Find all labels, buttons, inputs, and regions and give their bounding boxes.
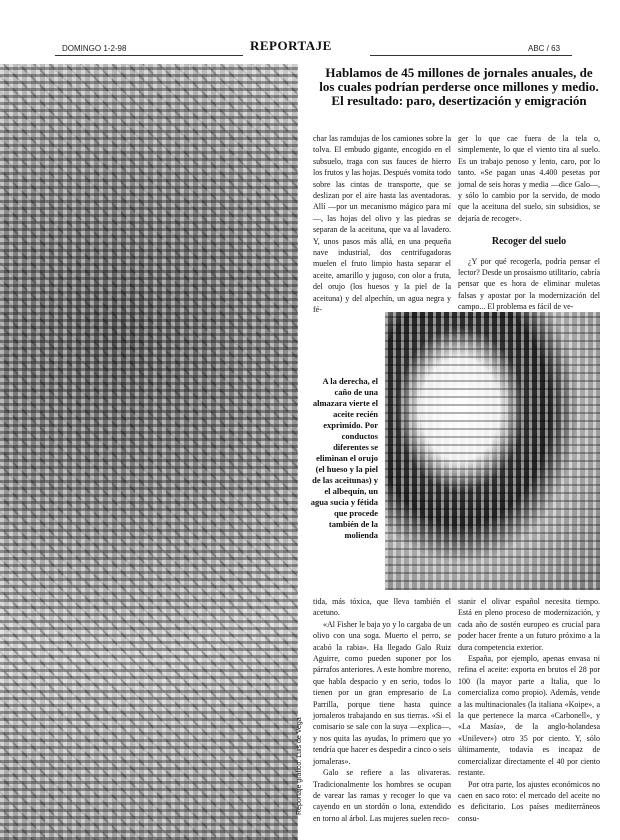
paragraph: Galo se refiere a las olivareras. Tradicionalmente los hombres se ocupan de varear las ramas y recoger lo que va cayendo en un stordón o lona, extendido en torno al árbol. Las mujeres suelen reco- (313, 768, 451, 823)
page-number: ABC / 63 (528, 44, 561, 53)
paragraph: Por otra parte, los ajustes económicos no caen en saco roto: el mercado del aceite no es deficitario. Los países mediterráneos consu- (458, 779, 600, 823)
article-column-2 (458, 133, 600, 313)
article-column-3 (313, 596, 451, 824)
section-title: REPORTAJE (250, 38, 332, 53)
paragraph: stanir el olivar español necesita tiempo. Está en pleno proceso de modernización, y cada año de sostén europeo es crucial para poder hacer frente a un futuro próximo a la dura competencia exterior. (458, 597, 600, 652)
issue-date: DOMINGO 1-2-98 (62, 44, 127, 53)
paragraph: ger lo que cae fuera de la tela o, simplemente, lo que el viento tira al suelo. Es un trabajo penoso y lento, caro, por lo tanto. «Se pagan unas 4.400 pesetas por jornal de seis horas y media —dice Galo—, y sólo lo cambio por la servido, de modo que la aceituna del suelo, sin subsidios, se dejaría de recoger». (458, 134, 600, 223)
photo-caption: A la derecha, el caño de una almazara vierte el aceite recién exprimido. Por conductos diferentes se eliminan el orujo (el hueso y la piel de las aceitunas) y el albequín, un agua sucia y fétida que procede también de la molienda (310, 376, 378, 540)
article-column-1 (313, 133, 451, 316)
header-rule-right (370, 55, 572, 56)
oil-press-photo (385, 312, 600, 590)
paragraph: tida, más tóxica, que lleva también el acetuno. (313, 597, 451, 618)
main-photo (0, 64, 298, 840)
paragraph: «Al Fisher le baja yo y lo cargaba de un olivo con una soga. Muerto el perro, se acabó la rabia». Ha llegado Galo Ruiz Aguirre, como pueden suponer por los párrafos anteriores. A este hombre moreno, que habla despacio y en serio, todos lo tienen por un gran empresario de La Parrilla, porque tiene hasta quince jornaleros trabajando en sus tierras. «Si el comisario se sale con la suya —explica—, y nos quita las ayudas, lo primero que yo tendría que hacer es despedir a cinco o seis jornaleras». (313, 619, 451, 766)
headline: Hablamos de 45 millones de jornales anuales, de los cuales podrían perderse once millones y medio. El resultado: paro, desertización y emigración (319, 65, 599, 108)
paragraph: España, por ejemplo, apenas envasa ni refina el aceite: exporta en brutos el 28 por 100 (la mayor parte a Italia, que lo comercializa como propio). Además, vende a las multinacionales (la italiana «Koipe», a la que pertenece la marca «Carbonell», y «La Masía», de la anglo-holandesa «Unilever») otro 35 por ciento. Y, sólo últimamente, todavía es incapaz de comercializar directamente el 40 por ciento restante. (458, 654, 600, 778)
paragraph: ¿Y por qué recogerla, podría pensar el lector? Desde un prosaísmo utilitario, cabría pensar que es hora de eliminar muletas falsas y apostar por la modernización del campo... El problema es fácil de ve- (458, 256, 600, 312)
photo-credit: Reportaje gráfico: Luis de Vega (296, 717, 303, 815)
paragraph: char las ramdujas de los camiones sobre la tolva. El embudo gigante, encogido en el subsuelo, traga con sus fauces de hierro los frutos y las hojas. Después vomita todo sobre las cintas de transporte, que se deslizan por el aire hasta las aventadoras. Allí —por un mecanismo mágico para mí—, las hojas del olivo y las piedras se separan de la aceituna, que va al lavadero. Y, unos pasos más allá, en una pequeña nave industrial, dos centrifugadoras muelen el fruto limpio hasta separar el aceite, amarillo y jugoso, con olor a fruta, del orujo (los huesos y la piel de la aceituna) y del alpechín, un agua negra y fé- (313, 134, 451, 315)
header-rule-left (55, 55, 243, 56)
subheading: Recoger del suelo (491, 236, 567, 248)
article-column-4 (458, 596, 600, 824)
